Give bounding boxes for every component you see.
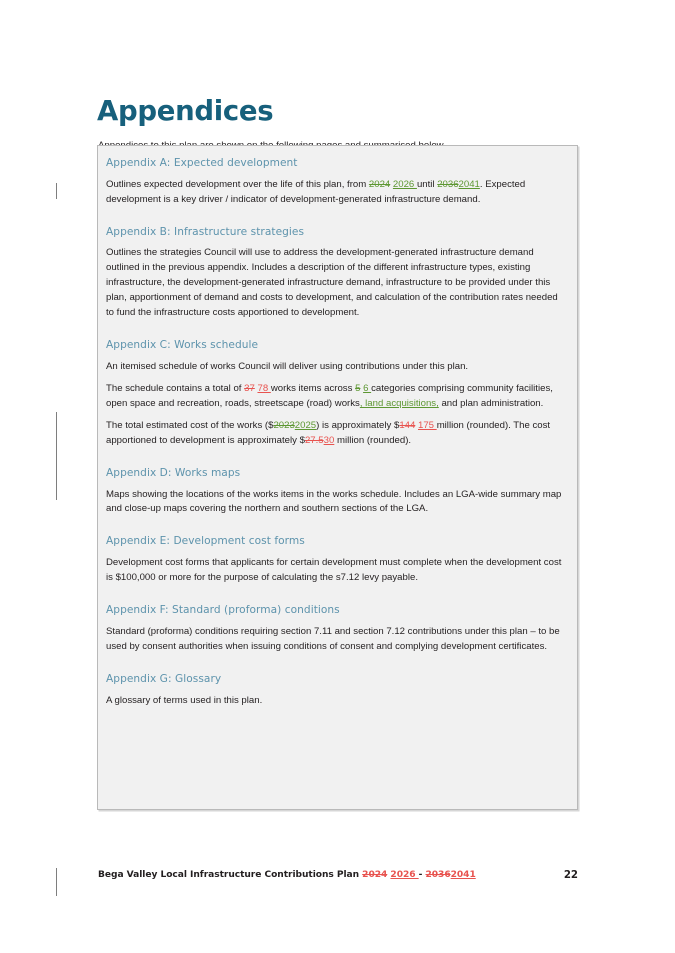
appendix-block (106, 339, 567, 449)
appendix-list (106, 157, 567, 708)
appendix-block (106, 604, 567, 655)
tracked-insertion: 2041 (458, 178, 480, 190)
appendix-heading: Appendix B: Infrastructure strategies (106, 225, 305, 238)
tracked-deletion: 2036 (425, 870, 451, 880)
appendix-paragraph: An itemised schedule of works Council will deliver using contributions under this plan. (106, 360, 469, 372)
tracked-insertion: 30 (323, 434, 335, 446)
tracked-insertion: 2041 (450, 870, 476, 880)
appendix-heading: Appendix C: Works schedule (106, 339, 259, 352)
appendix-paragraph: Maps showing the locations of the works items in the works schedule. Includes an LGA-wide summary map and close-up maps covering the northern and southern sections of the LGA. (106, 488, 562, 515)
appendix-paragraph: Standard (proforma) conditions requiring section 7.11 and section 7.12 contributions under this plan – to be used by consent authorities when issuing conditions of consent and complying development certificates. (106, 625, 560, 652)
appendix-paragraph: The schedule contains a total of 37 78 works items across 5 6 categories comprising community facilities, open space and recreation, roads, streetscape (road) works, land acquisitions, and plan administration. (106, 382, 553, 409)
appendix-block (106, 673, 567, 709)
appendix-block (106, 467, 567, 518)
appendix-paragraph: The total estimated cost of the works ($20232025) is approximately $144 175 million (rounded). The cost apportioned to development is approximately $27.530 million (rounded). (106, 419, 551, 446)
revision-change-bar (56, 412, 57, 500)
revision-change-bar (56, 183, 57, 199)
page-number: 22 (563, 870, 578, 881)
tracked-insertion: , land acquisitions, (359, 397, 439, 409)
appendix-block (106, 226, 567, 322)
appendix-paragraph: Development cost forms that applicants for certain development must complete when the development cost is $100,000 or more for the purpose of calculating the s7.12 levy payable. (106, 557, 562, 584)
tracked-insertion: 2026 (390, 870, 419, 880)
appendix-block (106, 157, 567, 208)
footer-document-title: Bega Valley Local Infrastructure Contributions Plan 2024 2026 - 20362041 (98, 870, 476, 880)
appendix-heading: Appendix E: Development cost forms (106, 535, 305, 548)
tracked-deletion: 2023 (273, 419, 295, 431)
tracked-deletion: 144 (399, 419, 416, 431)
appendix-paragraph: Outlines the strategies Council will use to address the development-generated infrastructure demand outlined in the previous appendix. Includes a description of the different infrastructure types, existing infrastructure, the development-generated infrastructure demand, infrastructure to be provided under this plan, apportionment of demand and costs to development, and calculation of the contribution rates needed to fund the infrastructure costs apportioned to development. (106, 247, 558, 319)
tracked-deletion: 37 (244, 382, 255, 394)
appendix-heading: Appendix D: Works maps (106, 466, 241, 479)
appendix-summary-box (97, 145, 578, 810)
tracked-deletion: 5 (355, 382, 361, 394)
tracked-deletion: 2024 (368, 178, 391, 190)
appendix-heading: Appendix F: Standard (proforma) conditions (106, 604, 340, 617)
tracked-deletion: 2036 (437, 178, 459, 190)
tracked-insertion: 2026 (392, 178, 417, 190)
appendix-heading: Appendix A: Expected development (106, 157, 298, 169)
appendix-paragraph: Outlines expected development over the life of this plan, from 2024 2026 until 20362041. Expected development is a key driver / indicator of development-generated infrastructure demand. (106, 178, 526, 205)
tracked-insertion: 6 (363, 382, 372, 394)
tracked-deletion: 27.5 (304, 434, 324, 446)
tracked-insertion: 175 (418, 419, 437, 431)
appendix-heading: Appendix G: Glossary (106, 672, 222, 685)
tracked-insertion: 2025 (294, 419, 317, 431)
tracked-deletion: 2024 (362, 870, 388, 880)
appendix-block (106, 535, 567, 586)
page-footer (98, 870, 578, 886)
tracked-insertion: 78 (257, 382, 271, 394)
page-title: Appendices (97, 95, 274, 128)
revision-change-bar (56, 868, 57, 896)
appendix-paragraph: A glossary of terms used in this plan. (106, 694, 263, 706)
